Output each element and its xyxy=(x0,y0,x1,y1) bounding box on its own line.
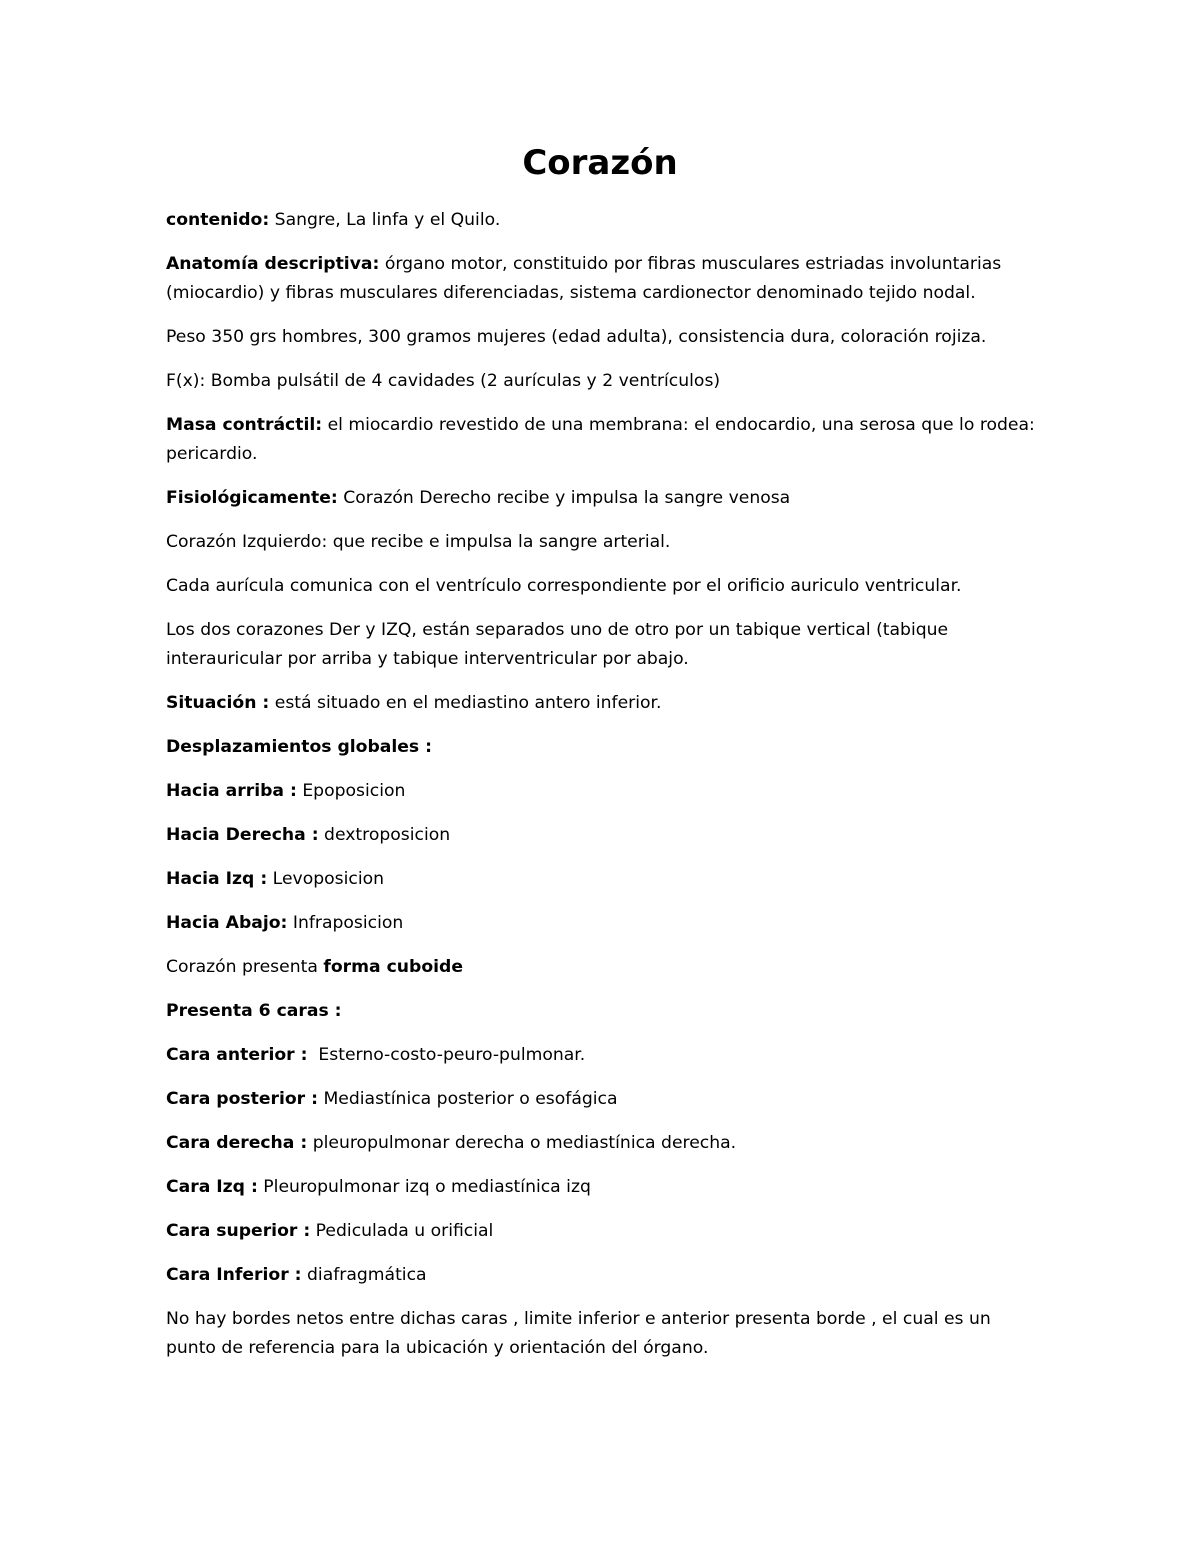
text-anatomia: órgano motor, constituido por fibras musculares estriadas involuntarias (miocardio) y fibras musculares diferenciadas, sistema cardionector denominado tejido nodal. xyxy=(166,254,1002,303)
label-fisiologicamente: Fisiológicamente: xyxy=(166,488,338,508)
text-cara-posterior: Mediastínica posterior o esofágica xyxy=(318,1089,618,1109)
text-cara-inferior: diafragmática xyxy=(301,1265,427,1285)
label-cara-superior: Cara superior : xyxy=(166,1221,311,1241)
paragraph-hacia-derecha xyxy=(166,821,1046,850)
paragraph-peso xyxy=(166,323,1046,352)
label-hacia-derecha: Hacia Derecha : xyxy=(166,825,319,845)
paragraph-cara-posterior xyxy=(166,1085,1046,1114)
label-hacia-arriba: Hacia arriba : xyxy=(166,781,297,801)
paragraph-hacia-izq xyxy=(166,865,1046,894)
text-funcion: F(x): Bomba pulsátil de 4 cavidades (2 aurículas y 2 ventrículos) xyxy=(166,371,721,391)
label-cara-posterior: Cara posterior : xyxy=(166,1089,318,1109)
text-situacion: está situado en el mediastino antero inferior. xyxy=(269,693,662,713)
paragraph-cara-anterior xyxy=(166,1041,1046,1070)
label-contenido: contenido: xyxy=(166,210,270,230)
text-peso: Peso 350 grs hombres, 300 gramos mujeres (edad adulta), consistencia dura, coloración rojiza. xyxy=(166,327,987,347)
text-dos-corazones: Los dos corazones Der y IZQ, están separados uno de otro por un tabique vertical (tabique interauricular por arriba y tabique interventricular por abajo. xyxy=(166,620,949,669)
paragraph-cara-izq xyxy=(166,1173,1046,1202)
paragraph-cara-derecha xyxy=(166,1129,1046,1158)
page-title: Corazón xyxy=(522,143,678,183)
label-cara-anterior: Cara anterior : xyxy=(166,1045,308,1065)
label-masa-contractil: Masa contráctil: xyxy=(166,415,323,435)
paragraph-masa-contractil xyxy=(166,411,1046,469)
text-corazon-izquierdo: Corazón Izquierdo: que recibe e impulsa la sangre arterial. xyxy=(166,532,671,552)
paragraph-hacia-arriba xyxy=(166,777,1046,806)
label-situacion: Situación : xyxy=(166,693,270,713)
text-cara-derecha: pleuropulmonar derecha o mediastínica derecha. xyxy=(307,1133,737,1153)
paragraph-forma xyxy=(166,953,1046,982)
text-fisiologicamente: Corazón Derecho recibe y impulsa la sangre venosa xyxy=(337,488,791,508)
label-cara-derecha: Cara derecha : xyxy=(166,1133,308,1153)
text-cara-izq: Pleuropulmonar izq o mediastínica izq xyxy=(257,1177,591,1197)
paragraph-fisiologicamente xyxy=(166,484,1046,513)
paragraph-funcion xyxy=(166,367,1046,396)
text-hacia-derecha: dextroposicion xyxy=(318,825,451,845)
label-seis-caras: Presenta 6 caras : xyxy=(166,1001,342,1021)
paragraph-cara-inferior xyxy=(166,1261,1046,1290)
text-hacia-abajo: Infraposicion xyxy=(287,913,404,933)
label-cara-izq: Cara Izq : xyxy=(166,1177,258,1197)
paragraph-cara-superior xyxy=(166,1217,1046,1246)
label-hacia-abajo: Hacia Abajo: xyxy=(166,913,288,933)
paragraph-anatomia xyxy=(166,250,1046,308)
text-auricula: Cada aurícula comunica con el ventrículo correspondiente por el orificio auriculo ventricular. xyxy=(166,576,962,596)
text-bordes: No hay bordes netos entre dichas caras , limite inferior e anterior presenta borde , el cual es un punto de referencia para la ubicación y orientación del órgano. xyxy=(166,1309,991,1358)
document-body xyxy=(166,206,1046,1378)
label-anatomia: Anatomía descriptiva: xyxy=(166,254,380,274)
paragraph-dos-corazones xyxy=(166,616,1046,674)
label-desplazamientos: Desplazamientos globales : xyxy=(166,737,433,757)
text-cara-superior: Pediculada u orificial xyxy=(310,1221,494,1241)
paragraph-contenido xyxy=(166,206,1046,235)
paragraph-situacion xyxy=(166,689,1046,718)
paragraph-seis-caras xyxy=(166,997,1046,1026)
paragraph-hacia-abajo xyxy=(166,909,1046,938)
text-hacia-izq: Levoposicion xyxy=(267,869,385,889)
label-forma-cuboide: forma cuboide xyxy=(323,957,463,977)
paragraph-bordes xyxy=(166,1305,1046,1363)
text-masa-contractil: el miocardio revestido de una membrana: el endocardio, una serosa que lo rodea: pericardio. xyxy=(166,415,1035,464)
text-cara-anterior: Esterno-costo-peuro-pulmonar. xyxy=(307,1045,586,1065)
label-cara-inferior: Cara Inferior : xyxy=(166,1265,302,1285)
paragraph-corazon-izquierdo xyxy=(166,528,1046,557)
paragraph-desplazamientos xyxy=(166,733,1046,762)
text-contenido: Sangre, La linfa y el Quilo. xyxy=(269,210,501,230)
label-hacia-izq: Hacia Izq : xyxy=(166,869,268,889)
paragraph-auricula xyxy=(166,572,1046,601)
text-forma: Corazón presenta xyxy=(166,957,324,977)
text-hacia-arriba: Epoposicion xyxy=(296,781,406,801)
